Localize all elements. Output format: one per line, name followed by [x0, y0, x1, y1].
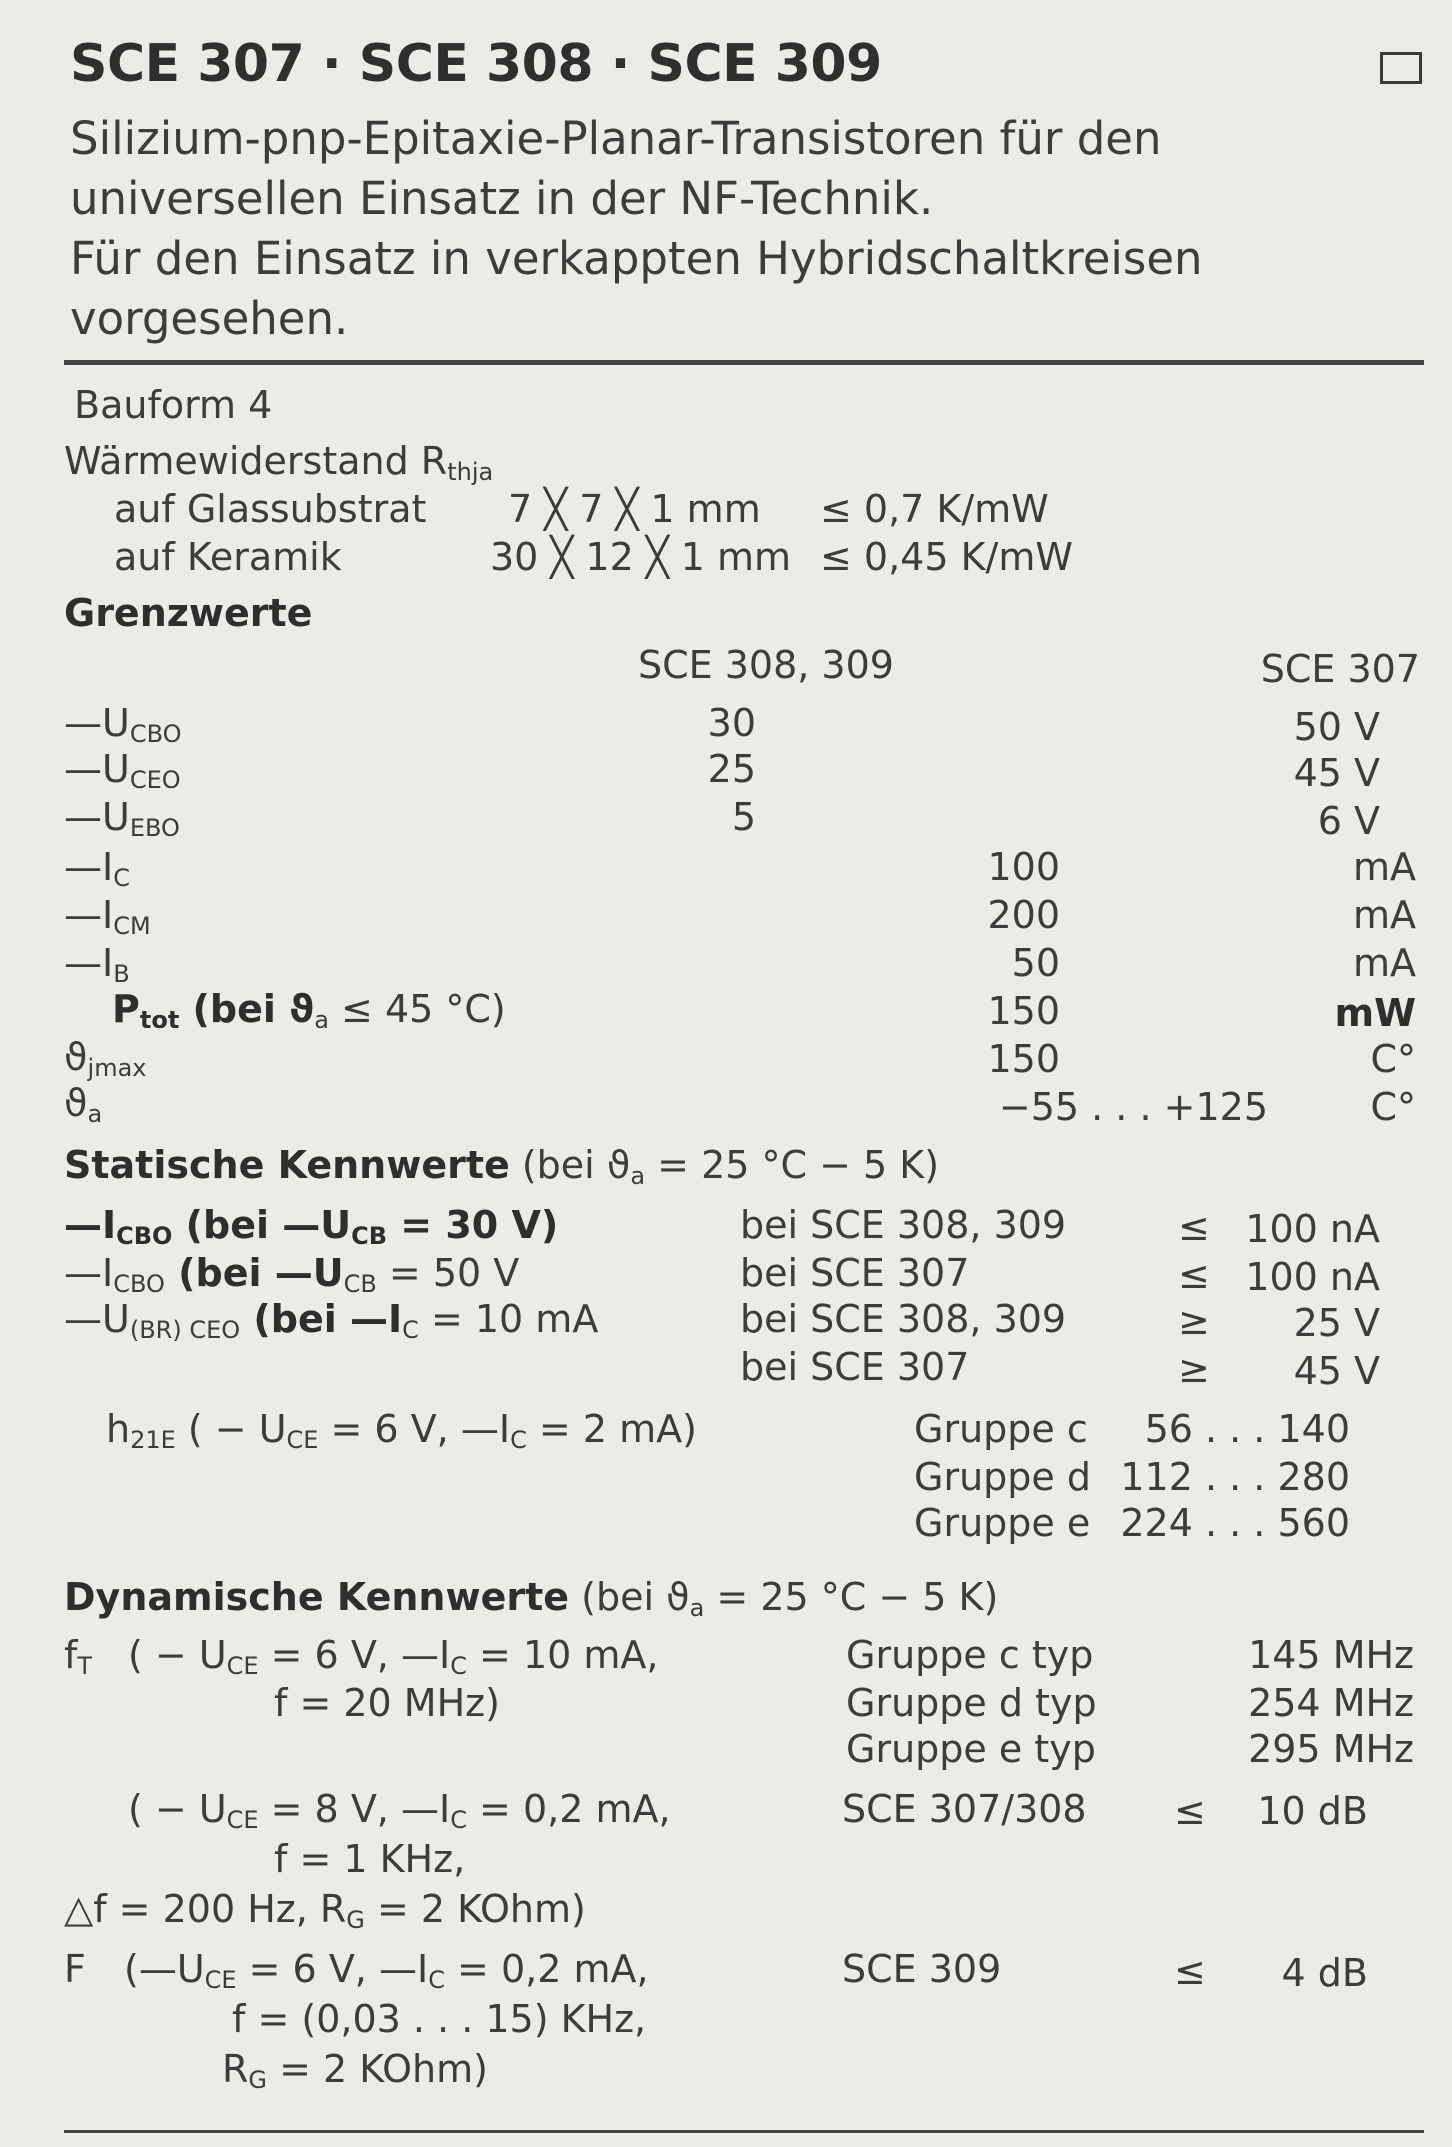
- static-heading: Statische Kennwerte (bei $ϑ_a = 25$ °C − 5 K): [64, 1143, 940, 1190]
- dynamic-noise1-condition-line-1: ( − $U_{CE} = 8$ V, $—I_C = 0,2$ mA,: [128, 1787, 671, 1834]
- static-row-ubrceo-308-device: bei SCE 308, 309: [740, 1297, 1067, 1341]
- static-row-ubrceo-308-rel: ≥: [1178, 1299, 1210, 1343]
- limits-row-ta-value: −55 . . . +125: [998, 1085, 1268, 1129]
- static-row-icbo-307-rel: ≤: [1178, 1253, 1210, 1297]
- dynamic-noise1-value: 10 dB: [1257, 1789, 1368, 1833]
- limits-heading: Grenzwerte: [64, 591, 313, 635]
- limits-row-ucbo-symbol: $—U_{CBO}$: [64, 701, 182, 748]
- static-row-ubrceo-307-rel: ≥: [1178, 1347, 1210, 1391]
- dynamic-ft-condition-line-1: ( − $U_{CE} = 6$ V, $—I_C = 10$ mA,: [128, 1633, 659, 1680]
- limits-row-uebo-v1: 5: [731, 795, 756, 839]
- intro-line-3: Für den Einsatz in verkappten Hybridschaltkreisen: [70, 232, 1203, 285]
- thermal-row-glass-dims: 7 ╳ 7 ╳ 1 mm: [508, 487, 761, 531]
- limits-row-uceo-symbol: $—U_{CEO}$: [64, 747, 181, 794]
- dynamic-noise2-condition-line-3: $R_G = 2$ KOhm): [222, 2047, 488, 2094]
- limits-col-header-307: SCE 307: [1260, 647, 1420, 691]
- limits-row-ib-unit: mA: [1352, 941, 1416, 985]
- thermal-row-glass-label: auf Glassubstrat: [114, 487, 427, 531]
- static-row-icbo-307-device: bei SCE 307: [740, 1251, 970, 1295]
- static-h21e-group-d-range: 112 . . . 280: [1120, 1455, 1350, 1499]
- dynamic-noise2-condition-line-2: f = (0,03 . . . 15) KHz,: [232, 1997, 647, 2041]
- dynamic-noise2-value: 4 dB: [1281, 1951, 1368, 1995]
- intro-line-1: Silizium-pnp-Epitaxie-Planar-Transistoren für den: [70, 112, 1162, 165]
- static-row-ubrceo-307-device: bei SCE 307: [740, 1345, 970, 1389]
- limits-row-uebo-v2: 6 V: [1317, 799, 1380, 843]
- checkbox-square-icon: [1380, 52, 1422, 84]
- limits-row-uebo-symbol: $—U_{EBO}$: [64, 795, 180, 842]
- limits-row-tjmax-symbol: $ϑ_{jmax}$: [64, 1035, 147, 1082]
- limits-row-ib-value: 50: [1011, 941, 1060, 985]
- static-h21e-group-c-range: 56 . . . 140: [1144, 1407, 1350, 1451]
- dynamic-noise2-rel: ≤: [1174, 1949, 1206, 1993]
- limits-row-icm-symbol: $—I_{CM}$: [64, 893, 151, 940]
- thermal-row-glass-value: ≤ 0,7 K/mW: [820, 487, 1049, 531]
- dynamic-noise1-condition-line-3: △f = 200 Hz, $R_G = 2$ KOhm): [64, 1887, 586, 1934]
- static-h21e-group-d-name: Gruppe d: [914, 1455, 1091, 1499]
- static-row-icbo-308-rel: ≤: [1178, 1205, 1210, 1249]
- intro-line-2: universellen Einsatz in der NF-Technik.: [70, 172, 934, 225]
- dynamic-ft-symbol: $f_T$: [64, 1633, 93, 1680]
- limits-row-ptot-unit: mW: [1334, 991, 1416, 1035]
- limits-row-icm-value: 200: [987, 893, 1060, 937]
- static-row-icbo-308-condition: $—I_{CBO}$ (bei $—U_{CB} = 30$ V): [64, 1203, 559, 1250]
- limits-row-ic-value: 100: [987, 845, 1060, 889]
- static-row-icbo-307-value: 100 nA: [1245, 1255, 1380, 1299]
- dynamic-noise2-device: SCE 309: [842, 1947, 1002, 1991]
- limits-row-tjmax-value: 150: [987, 1037, 1060, 1081]
- dynamic-ft-condition-line-2: f = 20 MHz): [274, 1681, 500, 1725]
- limits-col-header-308-309: SCE 308, 309: [638, 643, 894, 687]
- limits-row-ic-symbol: $—I_C$: [64, 845, 130, 892]
- dynamic-noise1-device: SCE 307/308: [842, 1787, 1087, 1831]
- static-row-ubrceo-307-value: 45 V: [1293, 1349, 1380, 1393]
- limits-row-ptot-symbol: $P_{tot}$ (bei $ϑ_a \le 45$ °C): [112, 987, 506, 1034]
- limits-row-ta-symbol: $ϑ_a$: [64, 1081, 103, 1128]
- divider-bottom: [64, 2130, 1424, 2133]
- intro-line-4: vorgesehen.: [70, 292, 349, 345]
- static-h21e-group-c-name: Gruppe c: [914, 1407, 1088, 1451]
- static-row-ubrceo-308-condition: $—U_{(BR) CEO}$ (bei $—I_C = 10$ mA: [64, 1297, 599, 1344]
- dynamic-ft-group-d-value: 254 MHz: [1248, 1681, 1414, 1725]
- limits-row-uceo-v1: 25: [707, 747, 756, 791]
- static-h21e-group-e-range: 224 . . . 560: [1120, 1501, 1350, 1545]
- dynamic-ft-group-e-name: Gruppe e typ: [846, 1727, 1096, 1771]
- bauform-label: Bauform 4: [74, 383, 273, 427]
- dynamic-ft-group-c-name: Gruppe c typ: [846, 1633, 1094, 1677]
- static-h21e-condition: $h_{21E}$ ( − $U_{CE} = 6$ V, $—I_C = 2$ mA): [106, 1407, 697, 1454]
- thermal-resistance-label: Wärmewiderstand $R_{thja}$: [64, 439, 494, 486]
- dynamic-noise1-rel: ≤: [1174, 1789, 1206, 1833]
- limits-row-ucbo-v1: 30: [707, 701, 756, 745]
- dynamic-ft-group-c-value: 145 MHz: [1248, 1633, 1414, 1677]
- limits-row-icm-unit: mA: [1352, 893, 1416, 937]
- limits-row-ic-unit: mA: [1352, 845, 1416, 889]
- dynamic-ft-group-e-value: 295 MHz: [1248, 1727, 1414, 1771]
- page-title: SCE 307 · SCE 308 · SCE 309: [70, 34, 882, 94]
- dynamic-noise2-symbol: F: [64, 1947, 86, 1991]
- dynamic-ft-group-d-name: Gruppe d typ: [846, 1681, 1097, 1725]
- dynamic-noise1-condition-line-2: f = 1 KHz,: [274, 1837, 466, 1881]
- thermal-row-ceramic-dims: 30 ╳ 12 ╳ 1 mm: [490, 535, 792, 579]
- dynamic-noise2-condition-line-1: ($—U_{CE} = 6$ V, $—I_C = 0,2$ mA,: [124, 1947, 649, 1994]
- limits-row-uceo-v2: 45 V: [1293, 751, 1380, 795]
- static-h21e-group-e-name: Gruppe e: [914, 1501, 1091, 1545]
- limits-row-ib-symbol: $—I_B$: [64, 941, 130, 988]
- divider-top: [64, 360, 1424, 365]
- static-row-icbo-308-device: bei SCE 308, 309: [740, 1203, 1067, 1247]
- static-row-icbo-308-value: 100 nA: [1245, 1207, 1380, 1251]
- thermal-row-ceramic-label: auf Keramik: [114, 535, 342, 579]
- limits-row-tjmax-unit: C°: [1370, 1037, 1416, 1081]
- thermal-row-ceramic-value: ≤ 0,45 K/mW: [820, 535, 1073, 579]
- limits-row-ucbo-v2: 50 V: [1293, 705, 1380, 749]
- static-row-ubrceo-308-value: 25 V: [1293, 1301, 1380, 1345]
- dynamic-heading: Dynamische Kennwerte (bei $ϑ_a = 25$ °C − 5 K): [64, 1575, 999, 1622]
- static-row-icbo-307-condition: $—I_{CBO}$ (bei $—U_{CB} = 50$ V: [64, 1251, 520, 1298]
- limits-row-ptot-value: 150: [987, 989, 1060, 1033]
- limits-row-ta-unit: C°: [1370, 1085, 1416, 1129]
